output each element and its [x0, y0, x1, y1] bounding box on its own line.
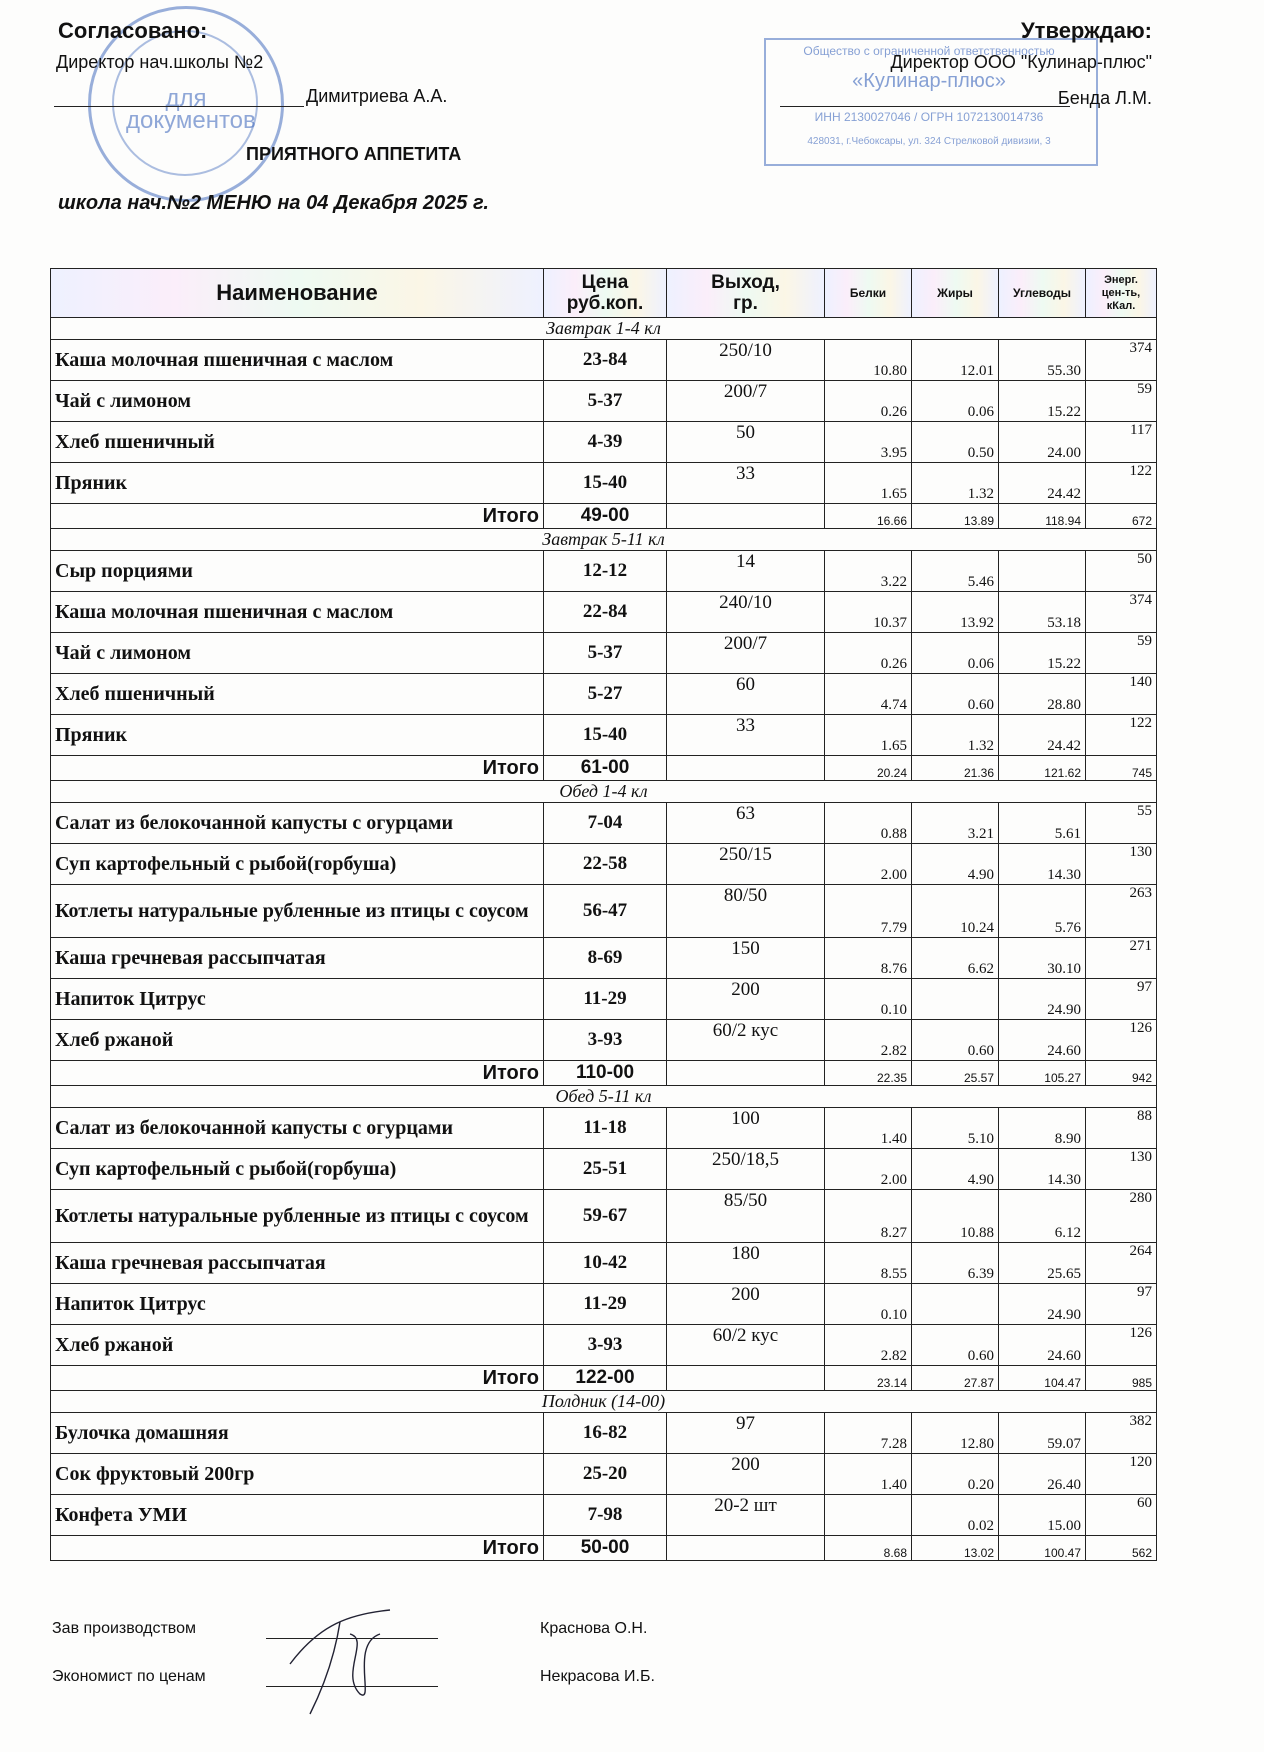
table-row [51, 715, 1157, 756]
dish-kcal: 117 [1086, 422, 1157, 463]
dish-fat: 0.02 [912, 1495, 999, 1536]
dish-name: Котлеты натуральные рубленные из птицы с соусом [51, 1190, 544, 1243]
dish-kcal: 59 [1086, 381, 1157, 422]
total-price: 122-00 [544, 1366, 667, 1391]
dish-price: 7-98 [544, 1495, 667, 1536]
dish-fat: 12.80 [912, 1413, 999, 1454]
dish-protein [825, 1495, 912, 1536]
dish-yield: 200/7 [667, 381, 825, 422]
section-title: Завтрак 1-4 кл [51, 318, 1157, 340]
dish-yield: 150 [667, 938, 825, 979]
section-row [51, 529, 1157, 551]
dish-kcal: 97 [1086, 979, 1157, 1020]
dish-name: Каша молочная пшеничная с маслом [51, 340, 544, 381]
dish-yield: 200 [667, 1454, 825, 1495]
dish-carbs: 24.90 [999, 979, 1086, 1020]
dish-yield: 20-2 шт [667, 1495, 825, 1536]
total-label: Итого [51, 504, 544, 529]
dish-name: Хлеб ржаной [51, 1020, 544, 1061]
dish-carbs: 6.12 [999, 1190, 1086, 1243]
total-price: 61-00 [544, 756, 667, 781]
dish-name: Салат из белокочанной капусты с огурцами [51, 1108, 544, 1149]
dish-protein: 4.74 [825, 674, 912, 715]
dish-fat: 1.32 [912, 715, 999, 756]
round-stamp-text: для документов [126, 85, 256, 134]
table-row [51, 1243, 1157, 1284]
dish-yield: 240/10 [667, 592, 825, 633]
total-row [51, 504, 1157, 529]
dish-carbs: 53.18 [999, 592, 1086, 633]
dish-price: 3-93 [544, 1325, 667, 1366]
total-fat: 25.57 [912, 1061, 999, 1086]
total-label: Итого [51, 1366, 544, 1391]
table-header-row [51, 269, 1157, 318]
dish-kcal: 126 [1086, 1020, 1157, 1061]
dish-carbs: 24.60 [999, 1020, 1086, 1061]
dish-yield: 50 [667, 422, 825, 463]
dish-carbs: 24.42 [999, 715, 1086, 756]
agreed-title: Согласовано: [58, 18, 208, 43]
dish-name: Каша гречневая рассыпчатая [51, 938, 544, 979]
dish-price: 11-29 [544, 979, 667, 1020]
dish-kcal: 130 [1086, 844, 1157, 885]
dish-carbs: 55.30 [999, 340, 1086, 381]
dish-protein: 2.00 [825, 1149, 912, 1190]
dish-protein: 1.65 [825, 715, 912, 756]
dish-price: 22-58 [544, 844, 667, 885]
handwritten-signature [280, 1604, 440, 1724]
dish-yield: 80/50 [667, 885, 825, 938]
dish-name: Чай с лимоном [51, 381, 544, 422]
dish-kcal: 382 [1086, 1413, 1157, 1454]
total-protein: 8.68 [825, 1536, 912, 1561]
total-label: Итого [51, 1536, 544, 1561]
dish-yield: 200 [667, 979, 825, 1020]
economist-name: Некрасова И.Б. [540, 1668, 655, 1685]
dish-name: Булочка домашняя [51, 1413, 544, 1454]
dish-kcal: 122 [1086, 463, 1157, 504]
dish-protein: 3.22 [825, 551, 912, 592]
total-yield-empty [667, 1366, 825, 1391]
dish-protein: 7.28 [825, 1413, 912, 1454]
dish-protein: 2.00 [825, 844, 912, 885]
total-price: 110-00 [544, 1061, 667, 1086]
dish-name: Пряник [51, 715, 544, 756]
header-yield: Выход, гр. [667, 269, 825, 318]
dish-carbs: 24.42 [999, 463, 1086, 504]
dish-fat: 0.06 [912, 381, 999, 422]
total-yield-empty [667, 504, 825, 529]
dish-price: 56-47 [544, 885, 667, 938]
production-manager-name: Краснова О.Н. [540, 1620, 648, 1637]
total-kcal: 985 [1086, 1366, 1157, 1391]
header-price: Цена руб.коп. [544, 269, 667, 318]
total-kcal: 745 [1086, 756, 1157, 781]
dish-price: 15-40 [544, 715, 667, 756]
dish-kcal: 120 [1086, 1454, 1157, 1495]
dish-price: 5-37 [544, 381, 667, 422]
dish-carbs [999, 551, 1086, 592]
total-kcal: 562 [1086, 1536, 1157, 1561]
dish-kcal: 280 [1086, 1190, 1157, 1243]
dish-protein: 0.26 [825, 633, 912, 674]
dish-carbs: 30.10 [999, 938, 1086, 979]
table-row [51, 1149, 1157, 1190]
dish-carbs: 24.00 [999, 422, 1086, 463]
total-fat: 13.02 [912, 1536, 999, 1561]
total-carbs: 104.47 [999, 1366, 1086, 1391]
economist-label: Экономист по ценам [52, 1668, 206, 1685]
dish-name: Сок фруктовый 200гр [51, 1454, 544, 1495]
dish-protein: 10.80 [825, 340, 912, 381]
dish-fat: 4.90 [912, 1149, 999, 1190]
dish-fat: 10.88 [912, 1190, 999, 1243]
header-fat: Жиры [912, 269, 999, 318]
header-name: Наименование [51, 269, 544, 318]
table-row [51, 979, 1157, 1020]
section-row [51, 1086, 1157, 1108]
dish-carbs: 59.07 [999, 1413, 1086, 1454]
dish-price: 11-18 [544, 1108, 667, 1149]
dish-protein: 1.65 [825, 463, 912, 504]
dish-name: Напиток Цитрус [51, 1284, 544, 1325]
appetite-heading: ПРИЯТНОГО АППЕТИТА [246, 144, 462, 164]
dish-name: Суп картофельный с рыбой(горбуша) [51, 1149, 544, 1190]
dish-yield: 63 [667, 803, 825, 844]
total-protein: 23.14 [825, 1366, 912, 1391]
dish-price: 16-82 [544, 1413, 667, 1454]
dish-kcal: 126 [1086, 1325, 1157, 1366]
dish-price: 7-04 [544, 803, 667, 844]
dish-name: Хлеб пшеничный [51, 422, 544, 463]
header-energy: Энерг. цен-ть, кКал. [1086, 269, 1157, 318]
dish-protein: 0.26 [825, 381, 912, 422]
dish-carbs: 25.65 [999, 1243, 1086, 1284]
dish-protein: 8.55 [825, 1243, 912, 1284]
dish-fat [912, 1284, 999, 1325]
table-row [51, 1325, 1157, 1366]
dish-fat: 0.50 [912, 422, 999, 463]
dish-price: 3-93 [544, 1020, 667, 1061]
dish-name: Хлеб пшеничный [51, 674, 544, 715]
dish-kcal: 59 [1086, 633, 1157, 674]
stamp-line: 428031, г.Чебоксары, ул. 324 Стрелковой дивизии, 3 [807, 136, 1051, 147]
dish-fat: 5.10 [912, 1108, 999, 1149]
dish-protein: 1.40 [825, 1454, 912, 1495]
total-yield-empty [667, 1536, 825, 1561]
dish-kcal: 264 [1086, 1243, 1157, 1284]
dish-carbs: 24.90 [999, 1284, 1086, 1325]
dish-carbs: 14.30 [999, 844, 1086, 885]
dish-protein: 3.95 [825, 422, 912, 463]
dish-protein: 8.27 [825, 1190, 912, 1243]
total-kcal: 942 [1086, 1061, 1157, 1086]
table-row [51, 633, 1157, 674]
total-label: Итого [51, 756, 544, 781]
dish-yield: 200 [667, 1284, 825, 1325]
dish-name: Конфета УМИ [51, 1495, 544, 1536]
table-row [51, 463, 1157, 504]
dish-name: Напиток Цитрус [51, 979, 544, 1020]
section-title: Обед 1-4 кл [51, 781, 1157, 803]
total-carbs: 105.27 [999, 1061, 1086, 1086]
dish-carbs: 24.60 [999, 1325, 1086, 1366]
total-row [51, 1061, 1157, 1086]
total-fat: 13.89 [912, 504, 999, 529]
total-fat: 27.87 [912, 1366, 999, 1391]
dish-fat: 10.24 [912, 885, 999, 938]
dish-carbs: 15.00 [999, 1495, 1086, 1536]
table-row [51, 803, 1157, 844]
dish-kcal: 88 [1086, 1108, 1157, 1149]
total-protein: 20.24 [825, 756, 912, 781]
header-carbs: Углеводы [999, 269, 1086, 318]
dish-name: Пряник [51, 463, 544, 504]
total-yield-empty [667, 756, 825, 781]
dish-price: 23-84 [544, 340, 667, 381]
approved-name: Бенда Л.М. [1057, 88, 1152, 108]
approved-role: Директор ООО "Кулинар-плюс" [890, 52, 1152, 72]
dish-name: Сыр порциями [51, 551, 544, 592]
dish-kcal: 55 [1086, 803, 1157, 844]
dish-yield: 250/10 [667, 340, 825, 381]
dish-fat [912, 979, 999, 1020]
dish-yield: 100 [667, 1108, 825, 1149]
dish-protein: 8.76 [825, 938, 912, 979]
dish-carbs: 15.22 [999, 633, 1086, 674]
agreed-role: Директор нач.школы №2 [56, 52, 264, 72]
total-yield-empty [667, 1061, 825, 1086]
table-row [51, 1108, 1157, 1149]
table-row [51, 340, 1157, 381]
dish-fat: 4.90 [912, 844, 999, 885]
dish-price: 22-84 [544, 592, 667, 633]
dish-kcal: 374 [1086, 340, 1157, 381]
stamp-line: ИНН 2130027046 / ОГРН 1072130014736 [814, 110, 1044, 124]
dish-price: 4-39 [544, 422, 667, 463]
dish-name: Котлеты натуральные рубленные из птицы с соусом [51, 885, 544, 938]
total-carbs: 100.47 [999, 1536, 1086, 1561]
table-row [51, 844, 1157, 885]
dish-kcal: 50 [1086, 551, 1157, 592]
dish-price: 12-12 [544, 551, 667, 592]
dish-name: Салат из белокочанной капусты с огурцами [51, 803, 544, 844]
dish-protein: 0.10 [825, 979, 912, 1020]
header-protein: Белки [825, 269, 912, 318]
stamp-line: «Кулинар-плюс» [852, 70, 1006, 92]
total-label: Итого [51, 1061, 544, 1086]
dish-protein: 1.40 [825, 1108, 912, 1149]
total-kcal: 672 [1086, 504, 1157, 529]
dish-yield: 180 [667, 1243, 825, 1284]
table-row [51, 551, 1157, 592]
table-row [51, 381, 1157, 422]
table-row [51, 938, 1157, 979]
section-title: Завтрак 5-11 кл [51, 529, 1157, 551]
total-carbs: 121.62 [999, 756, 1086, 781]
table-row [51, 885, 1157, 938]
dish-carbs: 5.76 [999, 885, 1086, 938]
dish-carbs: 28.80 [999, 674, 1086, 715]
approved-signature-line [780, 88, 1070, 107]
dish-protein: 0.88 [825, 803, 912, 844]
dish-carbs: 15.22 [999, 381, 1086, 422]
dish-price: 59-67 [544, 1190, 667, 1243]
dish-yield: 14 [667, 551, 825, 592]
dish-yield: 85/50 [667, 1190, 825, 1243]
dish-kcal: 97 [1086, 1284, 1157, 1325]
dish-protein: 10.37 [825, 592, 912, 633]
table-row [51, 1190, 1157, 1243]
stamp-line: Общество с ограниченной ответственностью [803, 44, 1055, 58]
agreed-signature-line [54, 86, 304, 107]
section-title: Полдник (14-00) [51, 1391, 1157, 1413]
dish-price: 5-37 [544, 633, 667, 674]
dish-carbs: 5.61 [999, 803, 1086, 844]
total-protein: 22.35 [825, 1061, 912, 1086]
dish-price: 8-69 [544, 938, 667, 979]
dish-fat: 1.32 [912, 463, 999, 504]
agreed-name: Димитриева А.А. [306, 86, 448, 106]
dish-fat: 0.60 [912, 674, 999, 715]
dish-fat: 0.60 [912, 1020, 999, 1061]
dish-fat: 0.60 [912, 1325, 999, 1366]
dish-price: 15-40 [544, 463, 667, 504]
dish-yield: 33 [667, 463, 825, 504]
dish-name: Чай с лимоном [51, 633, 544, 674]
table-row [51, 1020, 1157, 1061]
dish-protein: 7.79 [825, 885, 912, 938]
dish-kcal: 271 [1086, 938, 1157, 979]
dish-fat: 6.39 [912, 1243, 999, 1284]
section-row [51, 1391, 1157, 1413]
total-protein: 16.66 [825, 504, 912, 529]
dish-kcal: 374 [1086, 592, 1157, 633]
table-row [51, 1413, 1157, 1454]
dish-carbs: 8.90 [999, 1108, 1086, 1149]
table-row [51, 592, 1157, 633]
menu-table-body [51, 318, 1157, 1561]
dish-carbs: 14.30 [999, 1149, 1086, 1190]
dish-name: Суп картофельный с рыбой(горбуша) [51, 844, 544, 885]
approved-title: Утверждаю: [1021, 18, 1152, 43]
section-title: Обед 5-11 кл [51, 1086, 1157, 1108]
total-price: 49-00 [544, 504, 667, 529]
dish-protein: 0.10 [825, 1284, 912, 1325]
total-price: 50-00 [544, 1536, 667, 1561]
dish-yield: 60/2 кус [667, 1020, 825, 1061]
dish-fat: 6.62 [912, 938, 999, 979]
section-row [51, 318, 1157, 340]
dish-price: 25-20 [544, 1454, 667, 1495]
dish-yield: 33 [667, 715, 825, 756]
dish-fat: 0.20 [912, 1454, 999, 1495]
dish-protein: 2.82 [825, 1020, 912, 1061]
dish-kcal: 140 [1086, 674, 1157, 715]
dish-price: 11-29 [544, 1284, 667, 1325]
dish-yield: 250/18,5 [667, 1149, 825, 1190]
dish-fat: 3.21 [912, 803, 999, 844]
total-fat: 21.36 [912, 756, 999, 781]
dish-fat: 13.92 [912, 592, 999, 633]
dish-yield: 60/2 кус [667, 1325, 825, 1366]
dish-yield: 97 [667, 1413, 825, 1454]
menu-title: школа нач.№2 МЕНЮ на 04 Декабря 2025 г. [58, 192, 489, 214]
table-row [51, 1495, 1157, 1536]
dish-protein: 2.82 [825, 1325, 912, 1366]
table-row [51, 1284, 1157, 1325]
dish-name: Каша молочная пшеничная с маслом [51, 592, 544, 633]
dish-price: 5-27 [544, 674, 667, 715]
dish-yield: 60 [667, 674, 825, 715]
dish-yield: 200/7 [667, 633, 825, 674]
dish-name: Хлеб ржаной [51, 1325, 544, 1366]
dish-fat: 5.46 [912, 551, 999, 592]
table-row [51, 422, 1157, 463]
dish-kcal: 130 [1086, 1149, 1157, 1190]
dish-kcal: 263 [1086, 885, 1157, 938]
total-row [51, 1536, 1157, 1561]
dish-fat: 0.06 [912, 633, 999, 674]
table-row [51, 674, 1157, 715]
dish-name: Каша гречневая рассыпчатая [51, 1243, 544, 1284]
dish-kcal: 122 [1086, 715, 1157, 756]
menu-table [50, 268, 1157, 1561]
total-carbs: 118.94 [999, 504, 1086, 529]
dish-price: 10-42 [544, 1243, 667, 1284]
dish-fat: 12.01 [912, 340, 999, 381]
table-row [51, 1454, 1157, 1495]
total-row [51, 756, 1157, 781]
dish-kcal: 60 [1086, 1495, 1157, 1536]
section-row [51, 781, 1157, 803]
dish-price: 25-51 [544, 1149, 667, 1190]
dish-yield: 250/15 [667, 844, 825, 885]
production-manager-label: Зав производством [52, 1620, 196, 1637]
dish-carbs: 26.40 [999, 1454, 1086, 1495]
total-row [51, 1366, 1157, 1391]
